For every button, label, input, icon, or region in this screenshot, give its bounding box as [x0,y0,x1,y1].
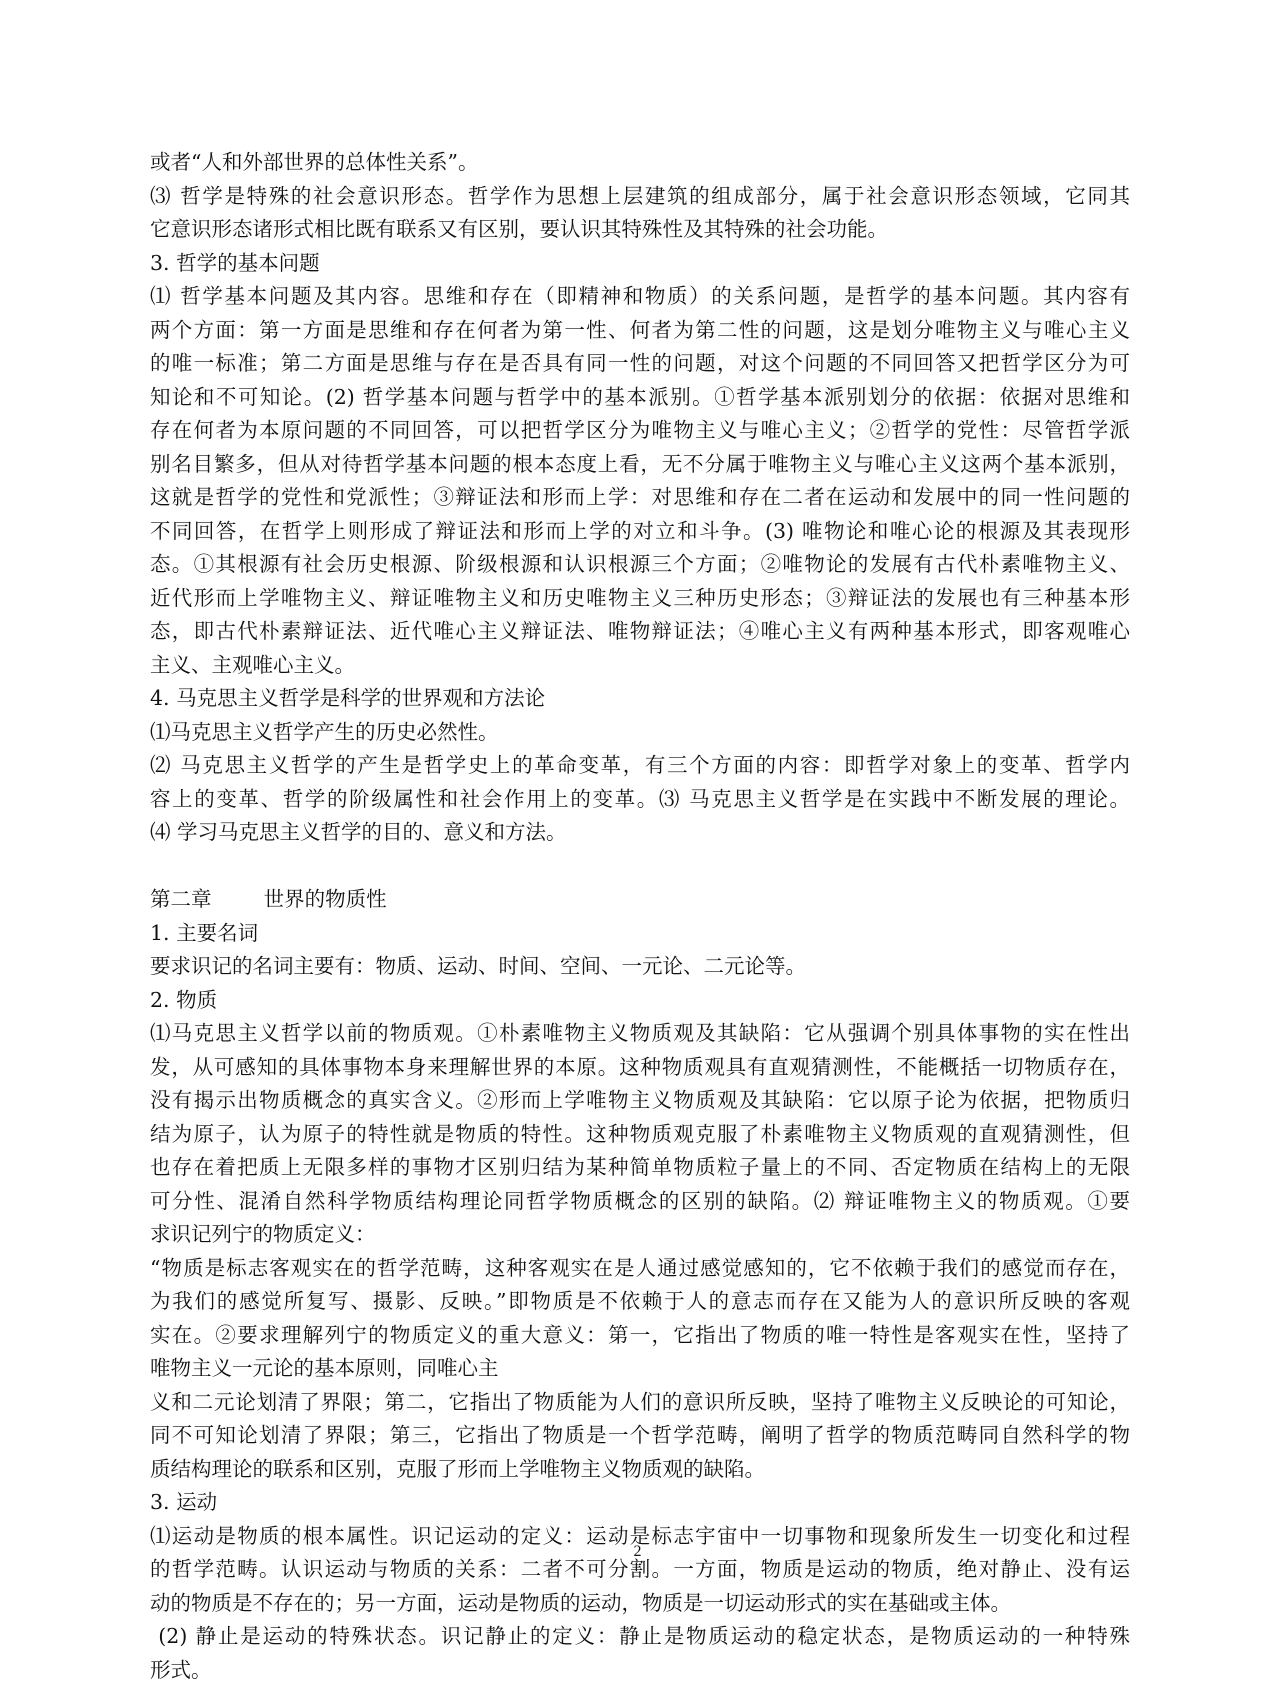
text-line: 同不可知论划清了界限；第三，它指出了物质是一个哲学范畴，阐明了哲学的物质范畴同自然科学的物 [150,1419,1130,1453]
text-line: 态，即古代朴素辩证法、近代唯心主义辩证法、唯物辩证法；④唯心主义有两种基本形式，即客观唯心 [150,615,1130,649]
section-heading: 4. 马克思主义哲学是科学的世界观和方法论 [150,682,1130,716]
text-line: ⑴ 哲学基本问题及其内容。思维和存在（即精神和物质）的关系问题，是哲学的基本问题。其内容有 [150,280,1130,314]
text-line: 近代形而上学唯物主义、辩证唯物主义和历史唯物主义三种历史形态；③辩证法的发展也有三种基本形 [150,582,1130,616]
text-line: 存在何者为本原问题的不同回答，可以把哲学区分为唯物主义与唯心主义；②哲学的党性：尽管哲学派 [150,414,1130,448]
chapter-title: 第二章 世界的物质性 [150,883,1130,917]
page-number: 2 [0,1543,1275,1561]
text-line: ⑴马克思主义哲学以前的物质观。①朴素唯物主义物质观及其缺陷：它从强调个别具体事物的实在性出 [150,1017,1130,1051]
text-line: ⑶ 哲学是特殊的社会意识形态。哲学作为思想上层建筑的组成部分，属于社会意识形态领域，它同其 [150,180,1130,214]
text-line: 唯物主义一元论的基本原则，同唯心主 [150,1352,1130,1386]
document-body [150,146,1130,1687]
text-line: 的唯一标准；第二方面是思维与存在是否具有同一性的问题，对这个问题的不同回答又把哲学区分为可 [150,347,1130,381]
section-heading: 1. 主要名词 [150,917,1130,951]
text-line: 容上的变革、哲学的阶级属性和社会作用上的变革。⑶ 马克思主义哲学是在实践中不断发展的理论。 [150,783,1130,817]
text-line: 这就是哲学的党性和党派性；③辩证法和形而上学：对思维和存在二者在运动和发展中的同一性问题的 [150,481,1130,515]
text-line: 要求识记的名词主要有：物质、运动、时间、空间、一元论、二元论等。 [150,950,1130,984]
text-line: ⑴运动是物质的根本属性。识记运动的定义：运动是标志宇宙中一切事物和现象所发生一切变化和过程 [150,1520,1130,1554]
blank-line [150,850,1130,884]
text-line: 也存在着把质上无限多样的事物才区别归结为某种简单物质粒子量上的不同、否定物质在结构上的无限 [150,1151,1130,1185]
text-line: 态。①其根源有社会历史根源、阶级根源和认识根源三个方面；②唯物论的发展有古代朴素唯物主义、 [150,548,1130,582]
section-heading: 3. 运动 [150,1486,1130,1520]
text-line: 或者“人和外部世界的总体性关系”。 [150,146,1130,180]
text-line: ⑷ 学习马克思主义哲学的目的、意义和方法。 [150,816,1130,850]
text-line: 两个方面：第一方面是思维和存在何者为第一性、何者为第二性的问题，这是划分唯物主义与唯心主义 [150,314,1130,348]
text-line: 它意识形态诸形式相比既有联系又有区别，要认识其特殊性及其特殊的社会功能。 [150,213,1130,247]
text-line: 知论和不可知论。(2) 哲学基本问题与哲学中的基本派别。①哲学基本派别划分的依据：依据对思维和 [150,381,1130,415]
text-line: 为我们的感觉所复写、摄影、反映。”即物质是不依赖于人的意志而存在又能为人的意识所反映的客观 [150,1285,1130,1319]
text-line: 动的物质是不存在的；另一方面，运动是物质的运动，物质是一切运动形式的实在基础或主体。 [150,1587,1130,1621]
text-line: 的哲学范畴。认识运动与物质的关系：二者不可分割。一方面，物质是运动的物质，绝对静止、没有运 [150,1553,1130,1587]
text-line: ⑴马克思主义哲学产生的历史必然性。 [150,716,1130,750]
text-line: 形式。 [150,1654,1130,1687]
text-line: 质结构理论的联系和区别，克服了形而上学唯物主义物质观的缺陷。 [150,1453,1130,1487]
text-line: (2) 静止是运动的特殊状态。识记静止的定义：静止是物质运动的稳定状态，是物质运动的一种特殊 [150,1620,1130,1654]
text-line: 义和二元论划清了界限；第二，它指出了物质能为人们的意识所反映，坚持了唯物主义反映论的可知论， [150,1386,1130,1420]
text-line: “物质是标志客观实在的哲学范畴，这种客观实在是人通过感觉感知的，它不依赖于我们的感觉而存在， [150,1252,1130,1286]
text-line: 可分性、混淆自然科学物质结构理论同哲学物质概念的区别的缺陷。⑵ 辩证唯物主义的物质观。①要 [150,1185,1130,1219]
text-line: 没有揭示出物质概念的真实含义。②形而上学唯物主义物质观及其缺陷：它以原子论为依据，把物质归 [150,1084,1130,1118]
text-line: 不同回答，在哲学上则形成了辩证法和形而上学的对立和斗争。(3) 唯物论和唯心论的根源及其表现形 [150,515,1130,549]
text-line: ⑵ 马克思主义哲学的产生是哲学史上的革命变革，有三个方面的内容：即哲学对象上的变革、哲学内 [150,749,1130,783]
text-line: 求识记列宁的物质定义： [150,1218,1130,1252]
section-heading: 3. 哲学的基本问题 [150,247,1130,281]
text-line: 发，从可感知的具体事物本身来理解世界的本原。这种物质观具有直观猜测性，不能概括一切物质存在， [150,1051,1130,1085]
section-heading: 2. 物质 [150,984,1130,1018]
text-line: 主义、主观唯心主义。 [150,649,1130,683]
text-line: 结为原子，认为原子的特性就是物质的特性。这种物质观克服了朴素唯物主义物质观的直观猜测性，但 [150,1118,1130,1152]
text-line: 别名目繁多，但从对待哲学基本问题的根本态度上看，无不分属于唯物主义与唯心主义这两个基本派别， [150,448,1130,482]
text-line: 实在。②要求理解列宁的物质定义的重大意义：第一，它指出了物质的唯一特性是客观实在性，坚持了 [150,1319,1130,1353]
